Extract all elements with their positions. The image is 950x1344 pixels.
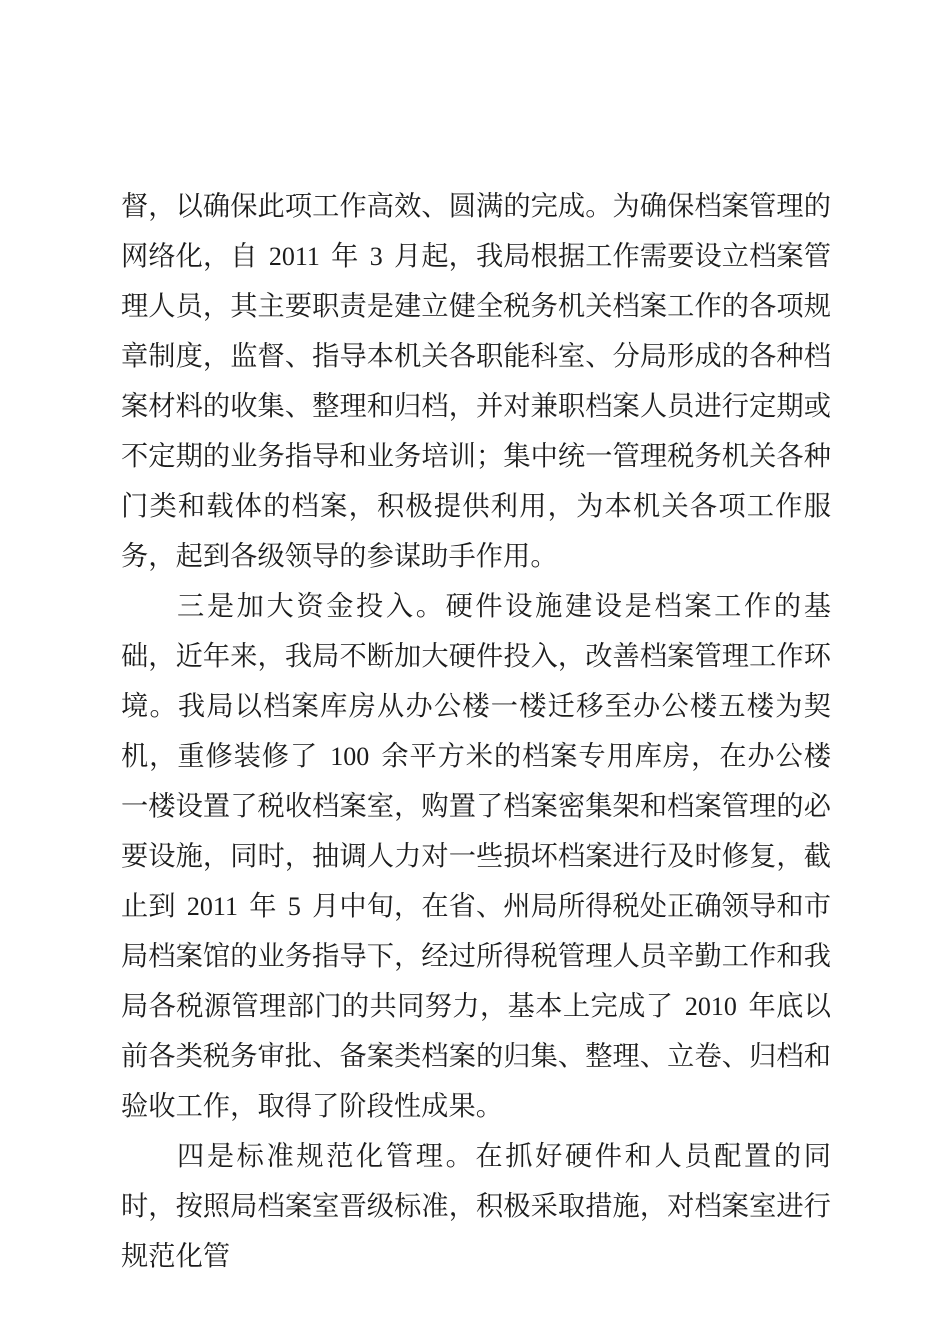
inline-number: 5 [287,892,301,921]
inline-number: 3 [369,242,383,271]
inline-number: 100 [330,742,370,771]
paragraph-section-three: 三是加大资金投入。硬件设施建设是档案工作的基础，近年来，我局不断加大硬件投入，改善档案管理工作环境。我局以档案库房从办公楼一楼迁移至办公楼五楼为契机，重修装修了 100 余平方米的档案专用库房，在办公楼一楼设置了税收档案室，购置了档案密集架和档案管理的必要设施，同时，抽调人力对一些损坏档案进行及时修复，截止到 2011 年 5 月中旬，在省、州局所得税处正确领导和市局档案馆的业务指导下，经过所得税管理人员辛勤工作和我局各税源管理部门的共同努力，基本上完成了 2010 年底以前各类税务审批、备案类档案的归集、整理、立卷、归档和验收工作，取得了阶段性成果。 [121,591,831,1122]
document-text-column [121,182,831,1282]
inline-number: 2010 [684,992,737,1021]
paragraph-continuation: 督，以确保此项工作高效、圆满的完成。为确保档案管理的网络化，自 2011 年 3 月起，我局根据工作需要设立档案管理人员，其主要职责是建立健全税务机关档案工作的各项规章制度，监督、指导本机关各职能科室、分局形成的各种档案材料的收集、整理和归档，并对兼职档案人员进行定期或不定期的业务指导和业务培训；集中统一管理税务机关各种门类和载体的档案，积极提供利用，为本机关各项工作服务，起到各级领导的参谋助手作用。 [121,191,832,572]
paragraph-section-four: 四是标准规范化管理。在抓好硬件和人员配置的同时，按照局档案室晋级标准，积极采取措施，对档案室进行规范化管 [121,1141,831,1272]
inline-number: 2011 [186,892,238,921]
inline-number: 2011 [268,242,320,271]
